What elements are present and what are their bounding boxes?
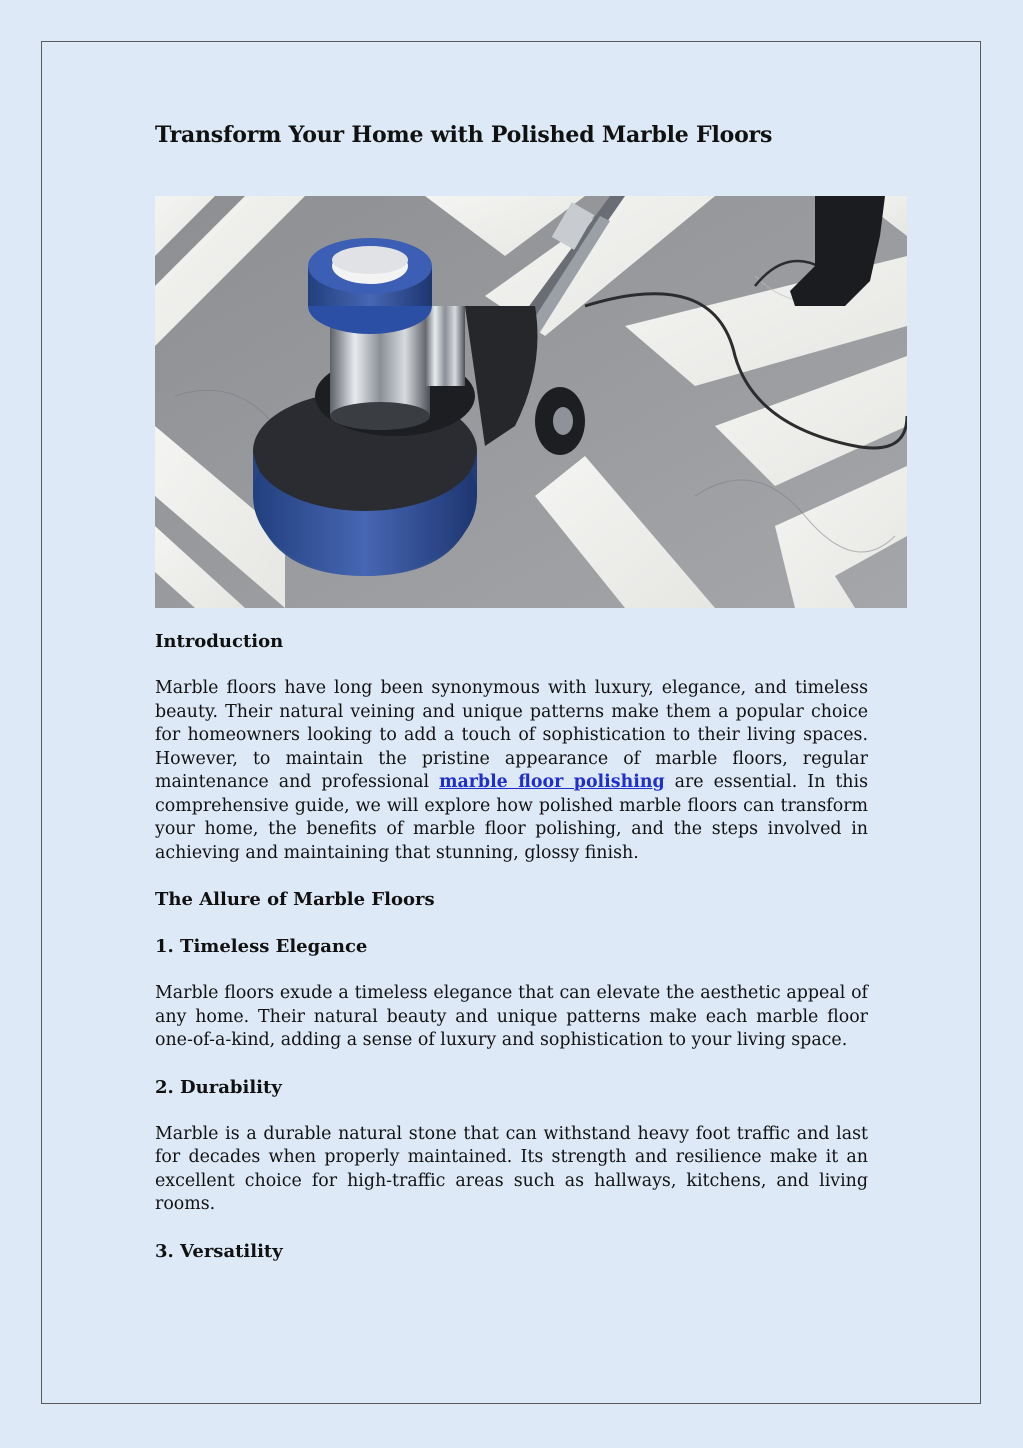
durability-heading: 2. Durability	[155, 1076, 282, 1098]
document-body	[155, 630, 868, 1264]
introduction-heading: Introduction	[155, 631, 284, 652]
timeless-elegance-heading: 1. Timeless Elegance	[155, 936, 368, 957]
marble-floor-polishing-link[interactable]: marble floor polishing	[439, 772, 665, 792]
marble-polishing-photo	[155, 196, 907, 608]
allure-heading: The Allure of Marble Floors	[155, 889, 435, 910]
document-title: Transform Your Home with Polished Marble Floors	[155, 122, 773, 148]
durability-paragraph: Marble is a durable natural stone that can withstand heavy foot traffic and last for decades when properly maintained. Its strength and resilience make it an excellent choice for high-traffic areas such as hallways, kitchens, and living rooms.	[155, 1123, 868, 1214]
introduction-paragraph	[155, 677, 868, 865]
introduction-text-after-link: are essential. In this comprehensive guide, we will explore how polished marble floors can transform your home, the benefits of marble floor polishing, and the steps involved in achieving and maintaining that stunning, glossy finish.	[155, 772, 868, 863]
introduction-text-before-link: Marble floors have long been synonymous with luxury, elegance, and timeless beauty. Their natural veining and unique patterns make them a popular choice for homeowners looking to add a touch of sophistication to their living spaces. However, to maintain the pristine appearance of marble floors, regular maintenance and professional	[155, 678, 868, 792]
versatility-heading: 3. Versatility	[155, 1240, 283, 1262]
timeless-elegance-paragraph: Marble floors exude a timeless elegance that can elevate the aesthetic appeal of any home. Their natural beauty and unique patterns make each marble floor one-of-a-kind, adding a sense of luxury and sophistication to your living space.	[155, 983, 868, 1050]
